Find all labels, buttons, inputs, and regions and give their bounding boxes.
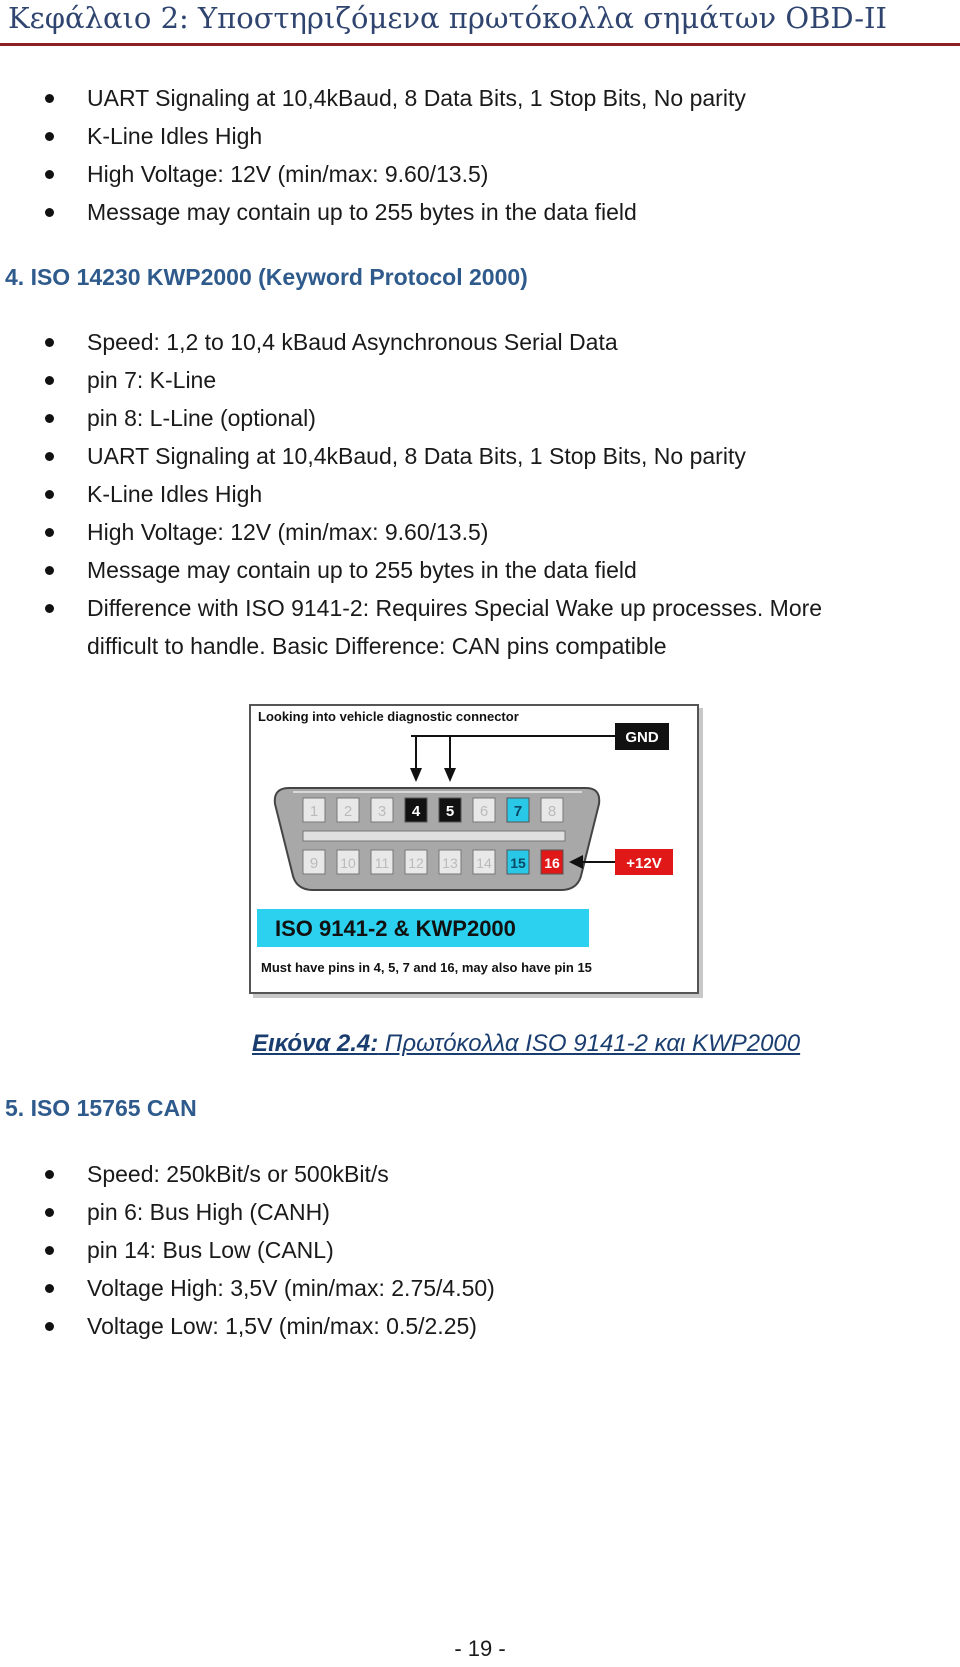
- list-item: K-Line Idles High: [0, 475, 900, 513]
- bullet-icon: [45, 376, 54, 385]
- bullet-icon: [45, 170, 54, 179]
- bullet-icon: [45, 338, 54, 347]
- section-heading-can: 5. ISO 15765 CAN: [5, 1095, 197, 1121]
- list-item: pin 7: K-Line: [0, 361, 900, 399]
- kwp2000-bullet-list: [0, 323, 900, 665]
- bullet-icon: [45, 1284, 54, 1293]
- list-item: Message may contain up to 255 bytes in the data field: [0, 551, 900, 589]
- pin-label: 16: [544, 855, 560, 871]
- bullet-icon: [45, 1246, 54, 1255]
- protocol-banner-text: ISO 9141-2 & KWP2000: [275, 916, 516, 941]
- chapter-title: Κεφάλαιο 2: Υποστηριζόμενα πρωτόκολλα σημάτων OBD-II: [8, 1, 887, 35]
- list-item: UART Signaling at 10,4kBaud, 8 Data Bits, 1 Stop Bits, No parity: [0, 79, 900, 117]
- figure-caption: [252, 1030, 800, 1058]
- pin-label: 11: [374, 855, 390, 871]
- bullet-icon: [45, 604, 54, 613]
- connector-diagram: [251, 706, 697, 992]
- pin-label: 15: [510, 855, 526, 871]
- list-item: Voltage Low: 1,5V (min/max: 0.5/2.25): [0, 1307, 900, 1345]
- pin-label: 8: [547, 803, 557, 820]
- can-bullet-list: [0, 1155, 900, 1345]
- list-item: Speed: 250kBit/s or 500kBit/s: [0, 1155, 900, 1193]
- bullet-icon: [45, 1322, 54, 1331]
- figure-header: Looking into vehicle diagnostic connector: [258, 709, 519, 724]
- top-bullet-list: [0, 79, 900, 231]
- figure-note: Must have pins in 4, 5, 7 and 16, may also have pin 15: [261, 960, 592, 975]
- pin-label: 10: [340, 855, 356, 871]
- bullet-icon: [45, 490, 54, 499]
- list-item: High Voltage: 12V (min/max: 9.60/13.5): [0, 513, 900, 551]
- v12-label: +12V: [626, 855, 662, 872]
- list-item: pin 14: Bus Low (CANL): [0, 1231, 900, 1269]
- title-rule: [0, 43, 960, 46]
- pin-label: 4: [411, 803, 421, 820]
- list-item: K-Line Idles High: [0, 117, 900, 155]
- pin-label: 1: [309, 803, 319, 820]
- pin-label: 3: [377, 803, 387, 820]
- obd-connector-figure: [249, 704, 699, 994]
- bullet-icon: [45, 566, 54, 575]
- gnd-wire-icon: [410, 736, 615, 782]
- pin-label: 14: [476, 855, 492, 871]
- pin-label: 6: [479, 803, 489, 820]
- list-item: pin 8: L-Line (optional): [0, 399, 900, 437]
- bullet-icon: [45, 94, 54, 103]
- pin-label: 9: [309, 855, 319, 872]
- gnd-label: GND: [625, 729, 659, 746]
- bullet-icon: [45, 1208, 54, 1217]
- list-item: pin 6: Bus High (CANH): [0, 1193, 900, 1231]
- pin-label: 2: [343, 803, 353, 820]
- section-heading-kwp2000: 4. ISO 14230 KWP2000 (Keyword Protocol 2000): [5, 264, 528, 290]
- list-item: UART Signaling at 10,4kBaud, 8 Data Bits, 1 Stop Bits, No parity: [0, 437, 900, 475]
- bullet-icon: [45, 208, 54, 217]
- bullet-icon: [45, 528, 54, 537]
- list-item: High Voltage: 12V (min/max: 9.60/13.5): [0, 155, 900, 193]
- bullet-icon: [45, 1170, 54, 1179]
- bullet-icon: [45, 132, 54, 141]
- list-item: Message may contain up to 255 bytes in the data field: [0, 193, 900, 231]
- list-item: Difference with ISO 9141-2: Requires Special Wake up processes. More difficult to handle. Basic Difference: CAN pins compatible: [0, 589, 900, 665]
- pin-label: 7: [513, 803, 523, 820]
- list-item: Voltage High: 3,5V (min/max: 2.75/4.50): [0, 1269, 900, 1307]
- pin-label: 5: [445, 803, 455, 820]
- bullet-icon: [45, 452, 54, 461]
- caption-label: Εικόνα 2.4:: [252, 1030, 379, 1057]
- connector-slot: [303, 831, 565, 841]
- pin-label: 13: [442, 855, 458, 871]
- bullet-icon: [45, 414, 54, 423]
- pin-label: 12: [408, 855, 424, 871]
- page-number: - 19 -: [454, 1636, 506, 1661]
- list-item: Speed: 1,2 to 10,4 kBaud Asynchronous Serial Data: [0, 323, 900, 361]
- caption-text: Πρωτόκολλα ISO 9141-2 και KWP2000: [378, 1030, 801, 1057]
